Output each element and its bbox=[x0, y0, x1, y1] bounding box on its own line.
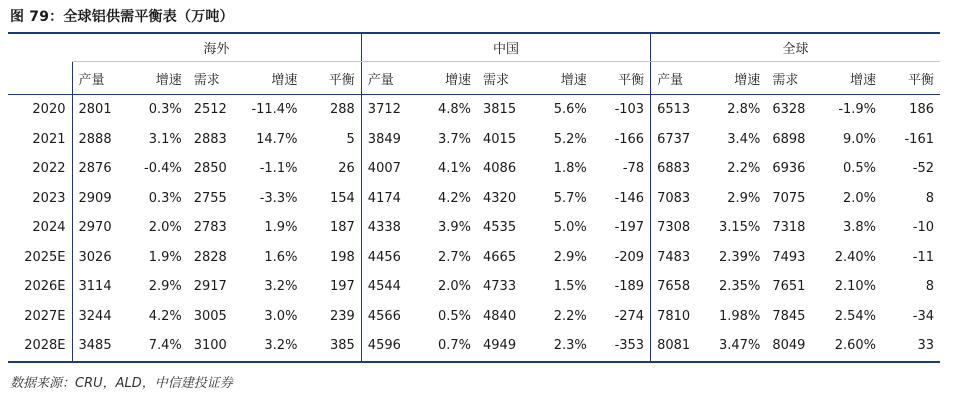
value-cell: 3.0% bbox=[264, 308, 298, 324]
value-cell: 7308 bbox=[651, 213, 709, 243]
value-cell: 4840 bbox=[483, 308, 517, 324]
value-cell: 2.9% bbox=[727, 190, 761, 206]
value-cell: 3.4% bbox=[727, 131, 761, 147]
value-cell: 4338 bbox=[361, 213, 419, 243]
table-title: 图 79：全球铝供需平衡表（万吨） bbox=[10, 9, 234, 25]
value-cell: 5.2% bbox=[553, 131, 587, 147]
value-cell: 2.9% bbox=[553, 249, 587, 265]
value-cell: 7083 bbox=[651, 184, 709, 214]
table-row bbox=[8, 243, 940, 273]
value-cell: 7845 bbox=[772, 308, 806, 324]
value-cell: 4174 bbox=[361, 184, 419, 214]
value-cell: 2850 bbox=[193, 161, 227, 177]
value-cell: 4535 bbox=[483, 220, 517, 236]
source-note: 数据来源：CRU，ALD，中信建投证券 bbox=[10, 376, 233, 391]
table-body bbox=[8, 95, 940, 362]
value-cell: 3.2% bbox=[264, 338, 298, 354]
value-cell: 7318 bbox=[772, 220, 806, 236]
value-cell: 4566 bbox=[361, 302, 419, 332]
year-header bbox=[8, 62, 72, 95]
sub-header-cell: 产量 bbox=[72, 62, 130, 95]
table-row bbox=[8, 302, 940, 332]
value-cell: 4015 bbox=[483, 131, 517, 147]
value-cell: -103 bbox=[614, 102, 645, 118]
value-cell: 2.8% bbox=[727, 102, 761, 118]
value-cell: 2.9% bbox=[148, 279, 182, 295]
value-cell: 4.2% bbox=[437, 190, 472, 206]
value-cell: 4320 bbox=[483, 190, 517, 206]
value-cell: 2883 bbox=[193, 131, 227, 147]
value-cell: 3.47% bbox=[719, 338, 761, 354]
value-cell: 2.60% bbox=[834, 338, 877, 354]
value-cell: 3.7% bbox=[437, 131, 472, 147]
value-cell: 0.3% bbox=[148, 102, 182, 118]
value-cell: 2.0% bbox=[148, 220, 182, 236]
value-cell: 3026 bbox=[72, 243, 130, 273]
value-cell: 7651 bbox=[772, 279, 806, 295]
value-cell: 2.35% bbox=[719, 279, 761, 295]
value-cell: -1.1% bbox=[259, 161, 298, 177]
value-cell: 4.1% bbox=[437, 161, 472, 177]
year-cell: 2022 bbox=[32, 161, 66, 177]
value-cell: 3485 bbox=[72, 331, 130, 362]
value-cell: 3849 bbox=[361, 125, 419, 155]
value-cell: -10 bbox=[912, 220, 934, 236]
value-cell: 7483 bbox=[651, 243, 709, 273]
value-cell: 6883 bbox=[651, 154, 709, 184]
value-cell: 1.5% bbox=[553, 279, 587, 295]
sub-header-cell: 增速 bbox=[560, 72, 587, 88]
value-cell: 1.8% bbox=[553, 161, 587, 177]
value-cell: 2.3% bbox=[553, 338, 587, 354]
value-cell: 7810 bbox=[651, 302, 709, 332]
value-cell: 9.0% bbox=[843, 131, 877, 147]
value-cell: 6936 bbox=[772, 161, 806, 177]
value-cell: -197 bbox=[614, 220, 645, 236]
value-cell: 5.6% bbox=[553, 102, 587, 118]
value-cell: -166 bbox=[614, 131, 645, 147]
value-cell: 4665 bbox=[483, 249, 517, 265]
aluminum-balance-table bbox=[8, 32, 940, 363]
value-cell: 2801 bbox=[72, 95, 130, 125]
year-cell: 2026E bbox=[24, 279, 66, 295]
value-cell: 4596 bbox=[361, 331, 419, 362]
sub-header-cell: 平衡 bbox=[618, 72, 645, 88]
value-cell: -146 bbox=[614, 190, 645, 206]
value-cell: 3005 bbox=[193, 308, 227, 324]
sub-header-cell: 增速 bbox=[155, 72, 182, 88]
sub-header-cell: 需求 bbox=[483, 72, 510, 88]
value-cell: 4544 bbox=[361, 272, 419, 302]
value-cell: 5.7% bbox=[553, 190, 587, 206]
value-cell: 2970 bbox=[72, 213, 130, 243]
table-row bbox=[8, 95, 940, 125]
value-cell: 2.2% bbox=[553, 308, 587, 324]
value-cell: 1.6% bbox=[264, 249, 298, 265]
value-cell: 1.9% bbox=[264, 220, 298, 236]
value-cell: 154 bbox=[329, 190, 355, 206]
value-cell: 187 bbox=[329, 220, 355, 236]
sub-header-cell: 产量 bbox=[651, 62, 709, 95]
value-cell: 2.40% bbox=[834, 249, 877, 265]
value-cell: 186 bbox=[909, 102, 934, 118]
value-cell: 3.9% bbox=[437, 220, 472, 236]
value-cell: 2.10% bbox=[834, 279, 877, 295]
value-cell: 2888 bbox=[72, 125, 130, 155]
group-header-row bbox=[8, 33, 940, 62]
table-row bbox=[8, 125, 940, 155]
value-cell: 385 bbox=[329, 338, 355, 354]
value-cell: -1.9% bbox=[838, 102, 877, 118]
group-global: 全球 bbox=[651, 33, 940, 62]
value-cell: 6737 bbox=[651, 125, 709, 155]
value-cell: 2909 bbox=[72, 184, 130, 214]
value-cell: 14.7% bbox=[256, 131, 298, 147]
year-cell: 2025E bbox=[24, 249, 66, 265]
value-cell: 3.15% bbox=[719, 220, 761, 236]
value-cell: 2.54% bbox=[834, 308, 877, 324]
value-cell: -274 bbox=[614, 308, 645, 324]
value-cell: 1.98% bbox=[719, 308, 761, 324]
value-cell: 2876 bbox=[72, 154, 130, 184]
value-cell: 2.7% bbox=[437, 249, 472, 265]
sub-header-cell: 需求 bbox=[772, 72, 799, 88]
value-cell: 7658 bbox=[651, 272, 709, 302]
value-cell: 7493 bbox=[772, 249, 806, 265]
value-cell: 2.0% bbox=[437, 279, 472, 295]
value-cell: 33 bbox=[917, 338, 934, 354]
value-cell: 239 bbox=[329, 308, 355, 324]
value-cell: -11.4% bbox=[251, 102, 298, 118]
year-cell: 2027E bbox=[24, 308, 66, 324]
value-cell: 2917 bbox=[193, 279, 227, 295]
value-cell: 2512 bbox=[193, 102, 227, 118]
corner-cell bbox=[8, 33, 72, 62]
value-cell: 4007 bbox=[361, 154, 419, 184]
year-cell: 2028E bbox=[24, 338, 66, 354]
table-row bbox=[8, 331, 940, 362]
sub-header-cell: 增速 bbox=[850, 72, 877, 88]
sub-header-cell: 平衡 bbox=[907, 72, 934, 88]
value-cell: 2828 bbox=[193, 249, 227, 265]
year-cell: 2021 bbox=[32, 131, 66, 147]
sub-header-cell: 产量 bbox=[361, 62, 419, 95]
value-cell: 4.8% bbox=[437, 102, 472, 118]
year-cell: 2024 bbox=[32, 220, 66, 236]
table-row bbox=[8, 184, 940, 214]
value-cell: 2.0% bbox=[843, 190, 877, 206]
value-cell: 3712 bbox=[361, 95, 419, 125]
value-cell: 288 bbox=[329, 102, 355, 118]
value-cell: 3100 bbox=[193, 338, 227, 354]
value-cell: 197 bbox=[329, 279, 355, 295]
value-cell: 8 bbox=[925, 279, 934, 295]
sub-header-cell: 增速 bbox=[271, 72, 298, 88]
group-overseas: 海外 bbox=[72, 33, 361, 62]
value-cell: 3815 bbox=[483, 102, 517, 118]
sub-header-cell: 增速 bbox=[445, 72, 472, 88]
value-cell: 0.5% bbox=[437, 308, 472, 324]
sub-header-cell: 增速 bbox=[734, 72, 761, 88]
value-cell: -11 bbox=[912, 249, 934, 265]
value-cell: 8081 bbox=[651, 331, 709, 362]
value-cell: 4949 bbox=[483, 338, 517, 354]
value-cell: 4456 bbox=[361, 243, 419, 273]
value-cell: -3.3% bbox=[259, 190, 298, 206]
group-china: 中国 bbox=[361, 33, 650, 62]
sub-header-cell: 需求 bbox=[193, 72, 220, 88]
table-row bbox=[8, 213, 940, 243]
value-cell: 3.1% bbox=[148, 131, 182, 147]
value-cell: 1.9% bbox=[148, 249, 182, 265]
value-cell: 198 bbox=[329, 249, 355, 265]
table-row bbox=[8, 272, 940, 302]
sub-header-cell: 平衡 bbox=[328, 72, 355, 88]
value-cell: 5 bbox=[346, 131, 355, 147]
value-cell: 2783 bbox=[193, 220, 227, 236]
value-cell: -161 bbox=[904, 131, 934, 147]
value-cell: 7075 bbox=[772, 190, 806, 206]
table-row bbox=[8, 154, 940, 184]
value-cell: 2.39% bbox=[719, 249, 761, 265]
value-cell: -52 bbox=[912, 161, 934, 177]
value-cell: 3.8% bbox=[843, 220, 877, 236]
value-cell: 8049 bbox=[772, 338, 806, 354]
value-cell: -189 bbox=[614, 279, 645, 295]
value-cell: -209 bbox=[614, 249, 645, 265]
value-cell: -353 bbox=[614, 338, 645, 354]
value-cell: -78 bbox=[622, 161, 645, 177]
value-cell: 2.2% bbox=[727, 161, 761, 177]
value-cell: 6898 bbox=[772, 131, 806, 147]
value-cell: -0.4% bbox=[144, 161, 182, 177]
year-cell: 2020 bbox=[32, 102, 66, 118]
value-cell: 3.2% bbox=[264, 279, 298, 295]
value-cell: 4086 bbox=[483, 161, 517, 177]
value-cell: 5.0% bbox=[553, 220, 587, 236]
value-cell: 3244 bbox=[72, 302, 130, 332]
value-cell: 6328 bbox=[772, 102, 806, 118]
value-cell: 4733 bbox=[483, 279, 517, 295]
value-cell: -34 bbox=[912, 308, 934, 324]
value-cell: 0.3% bbox=[148, 190, 182, 206]
value-cell: 26 bbox=[338, 161, 355, 177]
year-cell: 2023 bbox=[32, 190, 66, 206]
value-cell: 6513 bbox=[651, 95, 709, 125]
value-cell: 2755 bbox=[193, 190, 227, 206]
value-cell: 4.2% bbox=[148, 308, 182, 324]
value-cell: 7.4% bbox=[148, 338, 182, 354]
sub-header-row bbox=[8, 62, 940, 95]
value-cell: 3114 bbox=[72, 272, 130, 302]
value-cell: 8 bbox=[925, 190, 934, 206]
value-cell: 0.7% bbox=[437, 338, 472, 354]
value-cell: 0.5% bbox=[843, 161, 877, 177]
